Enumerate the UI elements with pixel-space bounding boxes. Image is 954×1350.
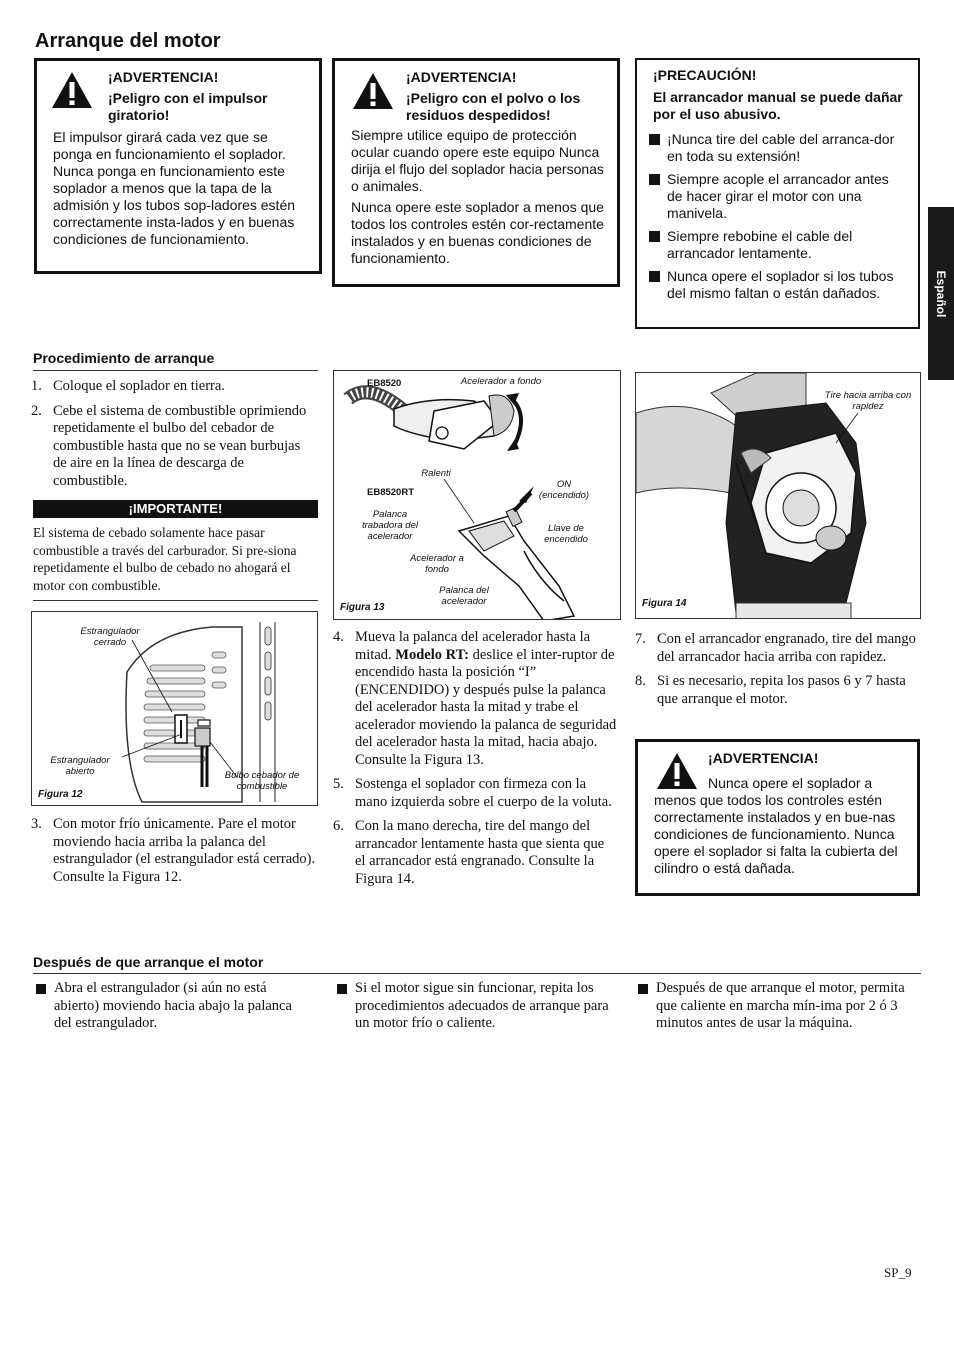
after-start-list bbox=[337, 980, 612, 1033]
warning-box-controls bbox=[635, 739, 920, 896]
warning-heading: ¡ADVERTENCIA! bbox=[406, 69, 517, 85]
figure-14 bbox=[635, 372, 921, 619]
after-start-heading: Después de que arranque el motor bbox=[33, 954, 264, 970]
label-throttle-lock: Palanca trabadora del acelerador bbox=[362, 509, 418, 542]
list-item: 8. Si es necesario, repita los pasos 6 y 7 hasta que arranque el motor. bbox=[635, 673, 906, 707]
procedure-heading: Procedimiento de arranque bbox=[33, 350, 215, 366]
list-item: 4. Mueva la palanca del acelerador hasta la mitad. Modelo RT: deslice el inter-ruptor de encendido hasta la posición “I” (ENCENDIDO) y después pulse la palanca del acelerador hasta la mitad y trabe el acelerador moviendo la palanca de seguridad del acelerador hasta la mitad, hacia abajo. Consulte la Figura 13. bbox=[333, 629, 617, 768]
figure-13 bbox=[333, 370, 621, 620]
caution-subheading: El arrancador manual se puede dañar por el uso abusivo. bbox=[653, 89, 903, 122]
caution-list bbox=[649, 131, 899, 308]
warning-icon bbox=[51, 71, 93, 109]
warning-text: Nunca opere el soplador a menos que todos los controles estén correctamente instalados y en bue-nas condiciones de funcionamiento. Nunca opere el soplador si falta la cubierta del cilindro o está dañada. bbox=[654, 775, 898, 876]
label-pull-up: Tire hacia arriba con rapidez bbox=[824, 390, 912, 412]
warning-box-debris bbox=[332, 58, 620, 287]
procedure-steps bbox=[31, 378, 311, 497]
procedure-steps-4-6 bbox=[333, 629, 618, 895]
figure-caption: Figura 12 bbox=[38, 789, 83, 800]
page-number: SP_9 bbox=[884, 1265, 912, 1280]
figure-12 bbox=[31, 611, 318, 806]
divider bbox=[33, 600, 318, 601]
procedure-steps-7-8 bbox=[635, 631, 919, 715]
list-item: Siempre acople el arrancador antes de hacer girar el motor con una manivela. bbox=[649, 171, 899, 222]
warning-text: Nunca opere este soplador a menos que todos los controles estén cor-rectamente instalados y en buenas condiciones de funcionamiento. bbox=[351, 199, 604, 266]
list-item: Nunca opere el soplador si los tubos del mismo faltan o están dañados. bbox=[649, 268, 899, 302]
list-item: Abra el estrangulador (si aún no está abierto) moviendo hacia abajo la palanca del estrangulador. bbox=[36, 980, 304, 1033]
list-item: 6. Con la mano derecha, tire del mango del arrancador lentamente hasta que sienta que el arrancador está engranado. Consulte la Figura 14. bbox=[333, 818, 605, 887]
label-on: ON (encendido) bbox=[538, 479, 590, 501]
list-item: 5. Sostenga el soplador con firmeza con la mano izquierda sobre el cuerpo de la voluta. bbox=[333, 776, 612, 810]
caution-box bbox=[635, 58, 920, 329]
warning-heading: ¡ADVERTENCIA! bbox=[708, 750, 819, 766]
label-throttle-lever: Palanca del acelerador bbox=[439, 585, 489, 607]
figure-caption: Figura 14 bbox=[642, 598, 687, 609]
list-item: 2. Cebe el sistema de combustible oprimiendo repetidamente el bulbo del cebador de combustible hasta que no se vean burbujas de aire en la línea de descarga de combustible. bbox=[31, 402, 307, 489]
after-start-list bbox=[638, 980, 908, 1033]
warning-box-impeller bbox=[34, 58, 322, 274]
procedure-step-3 bbox=[31, 816, 318, 893]
label-primer-bulb: Bulbo cebador de combustible bbox=[224, 770, 300, 792]
divider bbox=[33, 973, 921, 974]
label-full-throttle-2: Acelerador a fondo bbox=[410, 553, 464, 575]
divider bbox=[33, 370, 318, 371]
label-choke-open: Estrangulador abierto bbox=[50, 755, 110, 777]
list-item: 3. Con motor frío únicamente. Pare el motor moviendo hacia arriba la palanca del estrangulador (el estrangulador está cerrado). Consulte la Figura 12. bbox=[31, 816, 316, 885]
list-item: Si el motor sigue sin funcionar, repita los procedimientos adecuados de arranque para un motor frío o caliente. bbox=[337, 980, 612, 1033]
warning-subheading: ¡Peligro con el impulsor giratorio! bbox=[108, 90, 268, 123]
label-idle: Ralenti bbox=[421, 468, 451, 479]
page-title: Arranque del motor bbox=[35, 30, 221, 52]
model-label: EB8520 bbox=[367, 378, 402, 389]
list-item: ¡Nunca tire del cable del arranca-dor en toda su extensión! bbox=[649, 131, 899, 165]
after-start-list bbox=[36, 980, 304, 1033]
list-item: Después de que arranque el motor, permita que caliente en marcha mín-ima por 2 ó 3 minutos antes de usar la máquina. bbox=[638, 980, 908, 1033]
label-choke-closed: Estrangulador cerrado bbox=[80, 626, 140, 648]
important-heading: ¡IMPORTANTE! bbox=[33, 500, 318, 518]
model-label: EB8520RT bbox=[367, 487, 414, 498]
language-tab: Español bbox=[928, 207, 954, 380]
label-ignition-switch: Llave de encendido bbox=[544, 523, 588, 545]
list-item: 1. Coloque el soplador en tierra. bbox=[31, 378, 225, 394]
warning-text: El impulsor girará cada vez que se ponga en funcionamiento el soplador. Nunca ponga en funcionamiento este soplador a menos que la tapa de la admisión y los tubos sop-ladores estén correctamente insta-lados y en buenas condiciones de funcionamiento. bbox=[53, 129, 296, 247]
warning-text: Siempre utilice equipo de protección ocular cuando opere este equipo Nunca dirija el flujo del soplador hacia personas o animales. bbox=[351, 127, 604, 194]
caution-heading: ¡PRECAUCIÓN! bbox=[653, 67, 757, 83]
warning-icon bbox=[352, 72, 394, 110]
list-item: Siempre rebobine el cable del arrancador lentamente. bbox=[649, 228, 899, 262]
warning-subheading: ¡Peligro con el polvo o los residuos despedidos! bbox=[406, 90, 581, 123]
list-item: 7. Con el arrancador engranado, tire del mango del arrancador hacia arriba con rapidez. bbox=[635, 631, 916, 665]
label-full-throttle: Acelerador a fondo bbox=[460, 376, 542, 387]
figure-caption: Figura 13 bbox=[340, 602, 385, 613]
important-text: El sistema de cebado solamente hace pasar combustible a través del carburador. Si pre-siona repetidamente el bulbo de cebado no ahogará el motor con combustible. bbox=[33, 525, 297, 593]
warning-heading: ¡ADVERTENCIA! bbox=[108, 69, 219, 85]
